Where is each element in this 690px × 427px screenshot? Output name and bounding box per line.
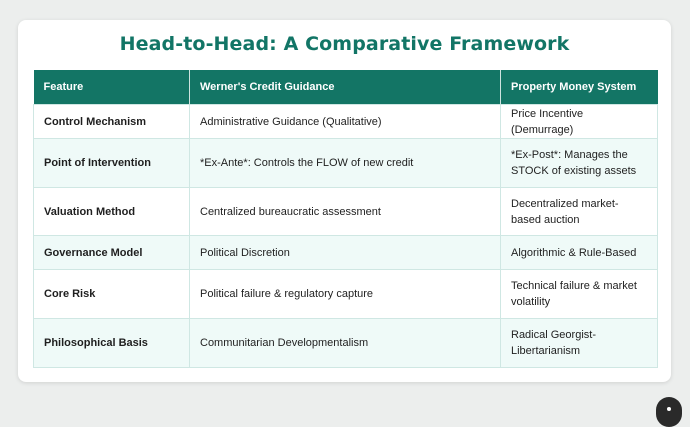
feature-cell: Control Mechanism — [34, 105, 190, 139]
feature-cell: Core Risk — [34, 270, 190, 319]
comparison-card — [18, 20, 671, 382]
table-row — [34, 319, 658, 368]
chat-bubble-icon[interactable] — [656, 397, 682, 427]
werner-cell: Political Discretion — [190, 236, 501, 270]
table-row — [34, 105, 658, 139]
table-row — [34, 188, 658, 236]
column-header-property-money: Property Money System — [501, 70, 658, 105]
feature-cell: Governance Model — [34, 236, 190, 270]
page-title: Head-to-Head: A Comparative Framework — [119, 33, 570, 55]
property-money-cell: Algorithmic & Rule-Based — [501, 236, 658, 270]
feature-cell: Philosophical Basis — [34, 319, 190, 368]
table-header-row — [34, 70, 658, 105]
feature-cell: Point of Intervention — [34, 139, 190, 188]
comparison-table — [33, 70, 658, 368]
property-money-cell: Decentralized market-based auction — [501, 188, 658, 236]
werner-cell: Centralized bureaucratic assessment — [190, 188, 501, 236]
property-money-cell: Technical failure & market volatility — [501, 270, 658, 319]
table-row — [34, 139, 658, 188]
table-row — [34, 236, 658, 270]
column-header-werner: Werner's Credit Guidance — [190, 70, 501, 105]
werner-cell: *Ex-Ante*: Controls the FLOW of new credit — [190, 139, 501, 188]
column-header-feature: Feature — [34, 70, 190, 105]
werner-cell: Administrative Guidance (Qualitative) — [190, 105, 501, 139]
feature-cell: Valuation Method — [34, 188, 190, 236]
werner-cell: Communitarian Developmentalism — [190, 319, 501, 368]
werner-cell: Political failure & regulatory capture — [190, 270, 501, 319]
property-money-cell: Price Incentive (Demurrage) — [501, 105, 658, 139]
property-money-cell: *Ex-Post*: Manages the STOCK of existing assets — [501, 139, 658, 188]
table-row — [34, 270, 658, 319]
property-money-cell: Radical Georgist-Libertarianism — [501, 319, 658, 368]
